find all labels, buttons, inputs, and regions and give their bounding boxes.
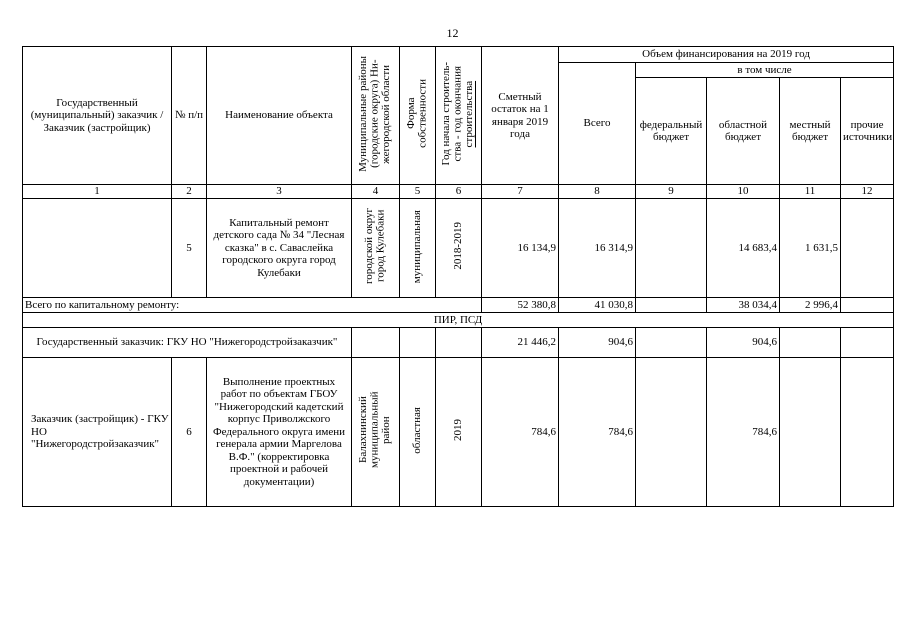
row6-total: 784,6 xyxy=(559,358,636,507)
state-customer-label: Государственный заказчик: ГКУ НО "Нижегородстройзаказчик" xyxy=(23,328,352,358)
row6-years-text: 2019 xyxy=(451,419,464,442)
row6-num: 6 xyxy=(172,358,207,507)
state-customer-federal xyxy=(636,328,707,358)
state-customer-regional: 904,6 xyxy=(707,328,780,358)
capital-total-label: Всего по капитальному ремонту: xyxy=(23,298,482,313)
row5-ownership xyxy=(400,199,436,298)
state-customer-ownership xyxy=(400,328,436,358)
row6-object: Выполнение проектных работ по объектам ГБОУ "Нижегородский кадетский корпус Приволжского Федерального округа имени генерала армии Маргелова В.Ф." (корректировка проектной и рабочей документации) xyxy=(207,358,352,507)
col-number: 1 xyxy=(23,185,172,199)
col-number: 7 xyxy=(482,185,559,199)
capital-total-federal xyxy=(636,298,707,313)
row6-years xyxy=(436,358,482,507)
row5-local: 1 631,5 xyxy=(780,199,841,298)
row6-federal xyxy=(636,358,707,507)
row5-object: Капитальный ремонт детского сада № 34 "Лесная сказка" в с. Саваслейка городского округа город Кулебаки xyxy=(207,199,352,298)
row6-district xyxy=(352,358,400,507)
col-number: 9 xyxy=(636,185,707,199)
col-number: 8 xyxy=(559,185,636,199)
row5-years-text: 2018-2019 xyxy=(451,222,464,271)
page-number: 12 xyxy=(446,26,459,40)
header-customer: Государственный (муниципальный) заказчик / Заказчик (застройщик) xyxy=(23,47,172,185)
capital-total-local: 2 996,4 xyxy=(780,298,841,313)
row5-other xyxy=(841,199,894,298)
state-customer-total: 904,6 xyxy=(559,328,636,358)
state-customer-row xyxy=(23,328,894,358)
header-district xyxy=(352,47,400,185)
header-years-text: Год начала строитель- ства - год окончания строительства xyxy=(440,62,476,166)
row5-num: 5 xyxy=(172,199,207,298)
section-row xyxy=(23,313,894,328)
header-federal: федеральный бюджет xyxy=(636,78,707,185)
col-number: 6 xyxy=(436,185,482,199)
header-district-text: Муниципальные районы (городские округа) Ни- жегородской области xyxy=(357,55,393,172)
financing-table xyxy=(22,46,894,507)
col-number: 3 xyxy=(207,185,352,199)
col-number: 11 xyxy=(780,185,841,199)
header-num: № п/п xyxy=(172,47,207,185)
header-incl: в том числе xyxy=(636,62,894,78)
section-title: ПИР, ПСД xyxy=(23,313,894,328)
header-ownership xyxy=(400,47,436,185)
state-customer-local xyxy=(780,328,841,358)
col-number: 2 xyxy=(172,185,207,199)
col-number: 4 xyxy=(352,185,400,199)
row5-regional: 14 683,4 xyxy=(707,199,780,298)
capital-total-balance: 52 380,8 xyxy=(482,298,559,313)
header-ownership-text: Форма собственности xyxy=(405,79,429,149)
header-regional: областной бюджет xyxy=(707,78,780,185)
header-object: Наименование объекта xyxy=(207,47,352,185)
row6-district-text: Балахнинский муниципальный район xyxy=(357,391,393,469)
capital-total-regional: 38 034,4 xyxy=(707,298,780,313)
capital-total-row xyxy=(23,298,894,313)
header-total: Всего xyxy=(559,62,636,185)
row6-other xyxy=(841,358,894,507)
col-number: 12 xyxy=(841,185,894,199)
state-customer-district xyxy=(352,328,400,358)
row6-customer: Заказчик (застройщик) - ГКУ НО "Нижегородстройзаказчик" xyxy=(23,358,172,507)
state-customer-years xyxy=(436,328,482,358)
header-funding: Объем финансирования на 2019 год xyxy=(559,47,894,63)
row6-balance: 784,6 xyxy=(482,358,559,507)
header-balance: Сметный остаток на 1 января 2019 года xyxy=(482,47,559,185)
state-customer-other xyxy=(841,328,894,358)
row6-ownership xyxy=(400,358,436,507)
row6-regional: 784,6 xyxy=(707,358,780,507)
row6-local xyxy=(780,358,841,507)
col-number: 10 xyxy=(707,185,780,199)
header-years xyxy=(436,47,482,185)
row5-ownership-text: муниципальная xyxy=(410,209,423,283)
state-customer-balance: 21 446,2 xyxy=(482,328,559,358)
header-local: местный бюджет xyxy=(780,78,841,185)
row5-federal xyxy=(636,199,707,298)
row5-years xyxy=(436,199,482,298)
capital-total-total: 41 030,8 xyxy=(559,298,636,313)
table-row xyxy=(23,199,894,298)
row5-total: 16 314,9 xyxy=(559,199,636,298)
capital-total-other xyxy=(841,298,894,313)
header-other: прочие источники xyxy=(841,78,894,185)
col-number: 5 xyxy=(400,185,436,199)
row5-district-text: городской округ город Кулебаки xyxy=(363,208,387,285)
row5-customer xyxy=(23,199,172,298)
table-row xyxy=(23,358,894,507)
row5-balance: 16 134,9 xyxy=(482,199,559,298)
row6-ownership-text: областная xyxy=(410,406,423,454)
row5-district xyxy=(352,199,400,298)
